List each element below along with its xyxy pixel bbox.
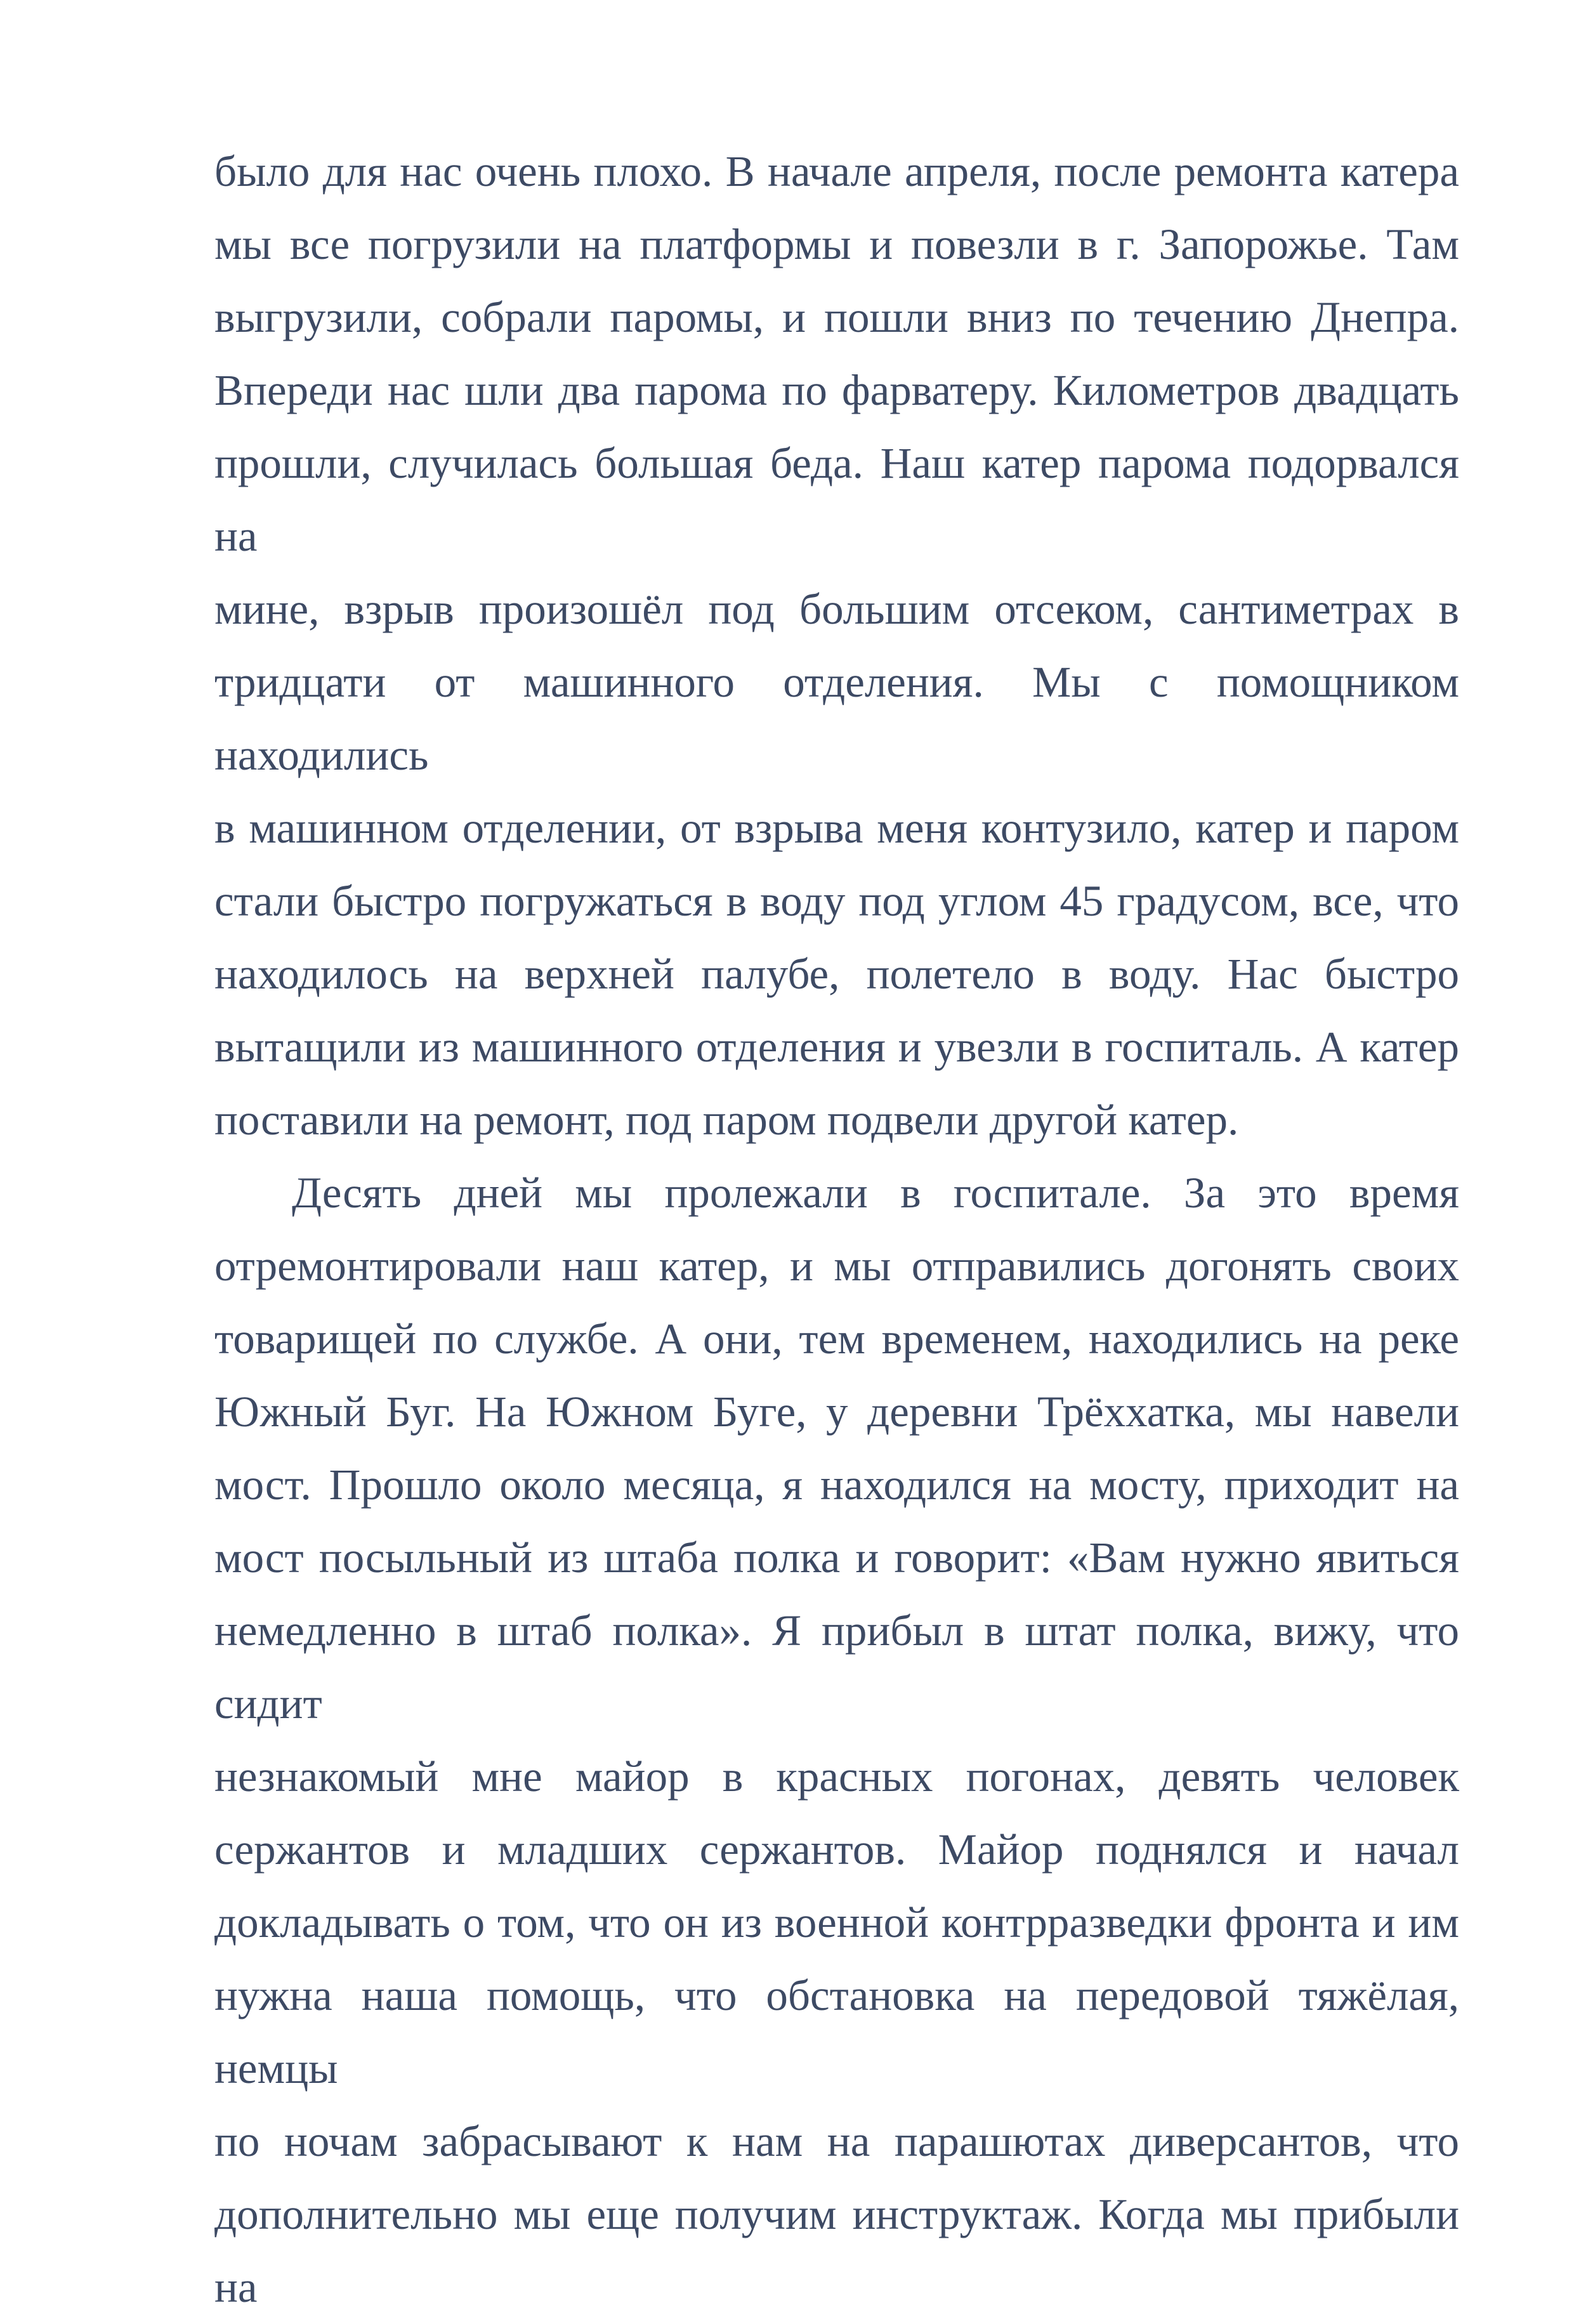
text-line: Впереди нас шли два парома по фарватеру. Километров двадцать [214,366,1459,414]
text-line: мине, взрыв произошёл под большим отсеком, сантиметрах в [214,585,1459,633]
text-line: отремонтировали наш катер, и мы отправились догонять своих [214,1242,1459,1290]
text-line: поставили на ремонт, под паром подвели другой катер. [214,1096,1239,1144]
text-line: Южный Буг. На Южном Буге, у деревни Трёххатка, мы навели [214,1388,1459,1436]
text-block [214,135,1459,2324]
text-line: нужна наша помощь, что обстановка на передовой тяжёлая, немцы [214,1971,1459,2092]
text-line: по ночам забрасывают к нам на парашютах диверсантов, что [214,2117,1459,2165]
text-line: мост посыльный из штаба полка и говорит: «Вам нужно явиться [214,1533,1459,1582]
text-line: немедленно в штаб полка». Я прибыл в штат полка, вижу, что сидит [214,1606,1459,1728]
text-line: находилось на верхней палубе, полетело в воду. Нас быстро [214,950,1459,998]
text-line: Десять дней мы пролежали в госпитале. За это время [292,1169,1459,1217]
text-line: товарищей по службе. А они, тем временем, находились на реке [214,1315,1459,1363]
text-line: вытащили из машинного отделения и увезли в госпиталь. А катер [214,1023,1459,1071]
text-line: прошли, случилась большая беда. Наш катер парома подорвался на [214,439,1459,560]
text-line: выгрузили, собрали паромы, и пошли вниз по течению Днепра. [214,293,1459,341]
text-line: стали быстро погружаться в воду под углом 45 градусом, все, что [214,877,1459,925]
text-line: незнакомый мне майор в красных погонах, девять человек [214,1752,1459,1801]
paragraph [214,1157,1459,2324]
text-line: тридцати от машинного отделения. Мы с помощником находились [214,658,1459,779]
text-line: мост. Прошло около месяца, я находился на мосту, приходит на [214,1461,1459,1509]
text-line: докладывать о том, что он из военной контрразведки фронта и им [214,1898,1459,1947]
text-line: в машинном отделении, от взрыва меня контузило, катер и паром [214,804,1459,852]
text-line: было для нас очень плохо. В начале апреля, после ремонта катера [214,147,1459,195]
paragraph [214,135,1459,1157]
text-line: мы все погрузили на платформы и повезли в г. Запорожье. Там [214,220,1459,268]
text-line: дополнительно мы еще получим инструктаж. Когда мы прибыли на [214,2190,1459,2311]
text-line: сержантов и младших сержантов. Майор поднялся и начал [214,1825,1459,1874]
